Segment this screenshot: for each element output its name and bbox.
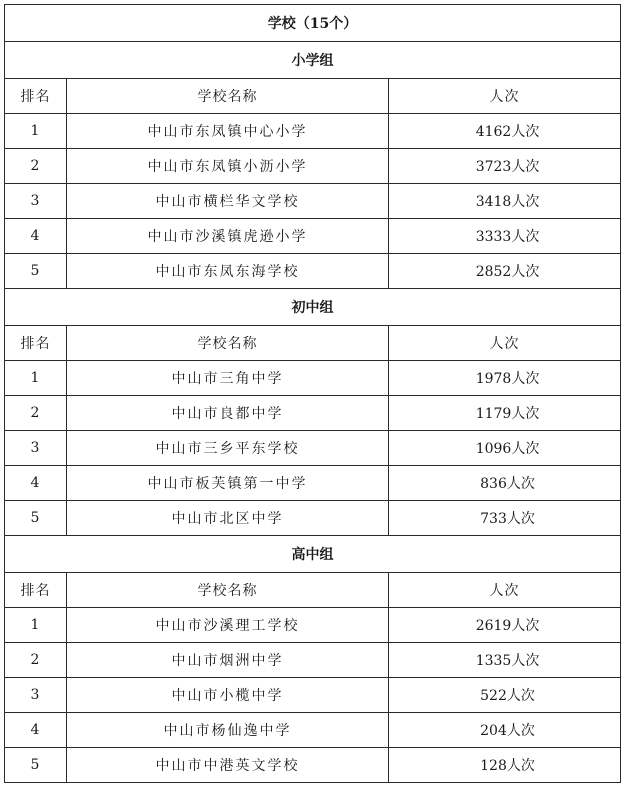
group-title-senior: 高中组 xyxy=(5,536,621,573)
header-row-junior xyxy=(5,326,621,361)
school-name-cell: 中山市沙溪理工学校 xyxy=(67,608,389,643)
table-row xyxy=(5,678,621,713)
column-header-name: 学校名称 xyxy=(67,573,389,608)
header-row-primary xyxy=(5,79,621,114)
count-cell: 836人次 xyxy=(389,466,621,501)
table-row xyxy=(5,254,621,289)
school-name-cell: 中山市东凤镇小沥小学 xyxy=(67,149,389,184)
table-row xyxy=(5,219,621,254)
table-row xyxy=(5,114,621,149)
school-name-cell: 中山市沙溪镇虎逊小学 xyxy=(67,219,389,254)
table-row xyxy=(5,713,621,748)
school-name-cell: 中山市北区中学 xyxy=(67,501,389,536)
group-title-primary: 小学组 xyxy=(5,42,621,79)
column-header-count: 人次 xyxy=(389,573,621,608)
school-ranking-table xyxy=(4,4,621,783)
rank-cell: 5 xyxy=(5,748,67,783)
school-name-cell: 中山市横栏华文学校 xyxy=(67,184,389,219)
header-row-senior xyxy=(5,573,621,608)
rank-cell: 1 xyxy=(5,361,67,396)
column-header-count: 人次 xyxy=(389,326,621,361)
table-row xyxy=(5,608,621,643)
table-row xyxy=(5,748,621,783)
count-cell: 1179人次 xyxy=(389,396,621,431)
rank-cell: 2 xyxy=(5,643,67,678)
table-row xyxy=(5,184,621,219)
table-row xyxy=(5,361,621,396)
table-row xyxy=(5,431,621,466)
table-row xyxy=(5,466,621,501)
rank-cell: 4 xyxy=(5,466,67,501)
column-header-rank: 排名 xyxy=(5,573,67,608)
table-title: 学校（15个） xyxy=(5,5,621,42)
table-row xyxy=(5,501,621,536)
school-name-cell: 中山市烟洲中学 xyxy=(67,643,389,678)
school-name-cell: 中山市杨仙逸中学 xyxy=(67,713,389,748)
table-row xyxy=(5,149,621,184)
count-cell: 3723人次 xyxy=(389,149,621,184)
rank-cell: 5 xyxy=(5,254,67,289)
count-cell: 1335人次 xyxy=(389,643,621,678)
count-cell: 522人次 xyxy=(389,678,621,713)
table-title-row xyxy=(5,5,621,42)
group-title-junior: 初中组 xyxy=(5,289,621,326)
count-cell: 204人次 xyxy=(389,713,621,748)
column-header-rank: 排名 xyxy=(5,326,67,361)
count-cell: 2852人次 xyxy=(389,254,621,289)
rank-cell: 2 xyxy=(5,396,67,431)
rank-cell: 1 xyxy=(5,608,67,643)
rank-cell: 3 xyxy=(5,678,67,713)
column-header-count: 人次 xyxy=(389,79,621,114)
count-cell: 733人次 xyxy=(389,501,621,536)
count-cell: 1096人次 xyxy=(389,431,621,466)
rank-cell: 4 xyxy=(5,713,67,748)
school-name-cell: 中山市三乡平东学校 xyxy=(67,431,389,466)
column-header-rank: 排名 xyxy=(5,79,67,114)
count-cell: 128人次 xyxy=(389,748,621,783)
school-name-cell: 中山市小榄中学 xyxy=(67,678,389,713)
rank-cell: 1 xyxy=(5,114,67,149)
school-name-cell: 中山市东凤镇中心小学 xyxy=(67,114,389,149)
count-cell: 1978人次 xyxy=(389,361,621,396)
rank-cell: 5 xyxy=(5,501,67,536)
column-header-name: 学校名称 xyxy=(67,326,389,361)
table-row xyxy=(5,396,621,431)
rank-cell: 2 xyxy=(5,149,67,184)
group-row-senior xyxy=(5,536,621,573)
rank-cell: 3 xyxy=(5,184,67,219)
rank-cell: 3 xyxy=(5,431,67,466)
school-name-cell: 中山市板芙镇第一中学 xyxy=(67,466,389,501)
group-row-primary xyxy=(5,42,621,79)
column-header-name: 学校名称 xyxy=(67,79,389,114)
school-name-cell: 中山市良都中学 xyxy=(67,396,389,431)
group-row-junior xyxy=(5,289,621,326)
count-cell: 4162人次 xyxy=(389,114,621,149)
school-name-cell: 中山市三角中学 xyxy=(67,361,389,396)
count-cell: 3418人次 xyxy=(389,184,621,219)
school-name-cell: 中山市中港英文学校 xyxy=(67,748,389,783)
table-row xyxy=(5,643,621,678)
school-name-cell: 中山市东凤东海学校 xyxy=(67,254,389,289)
count-cell: 3333人次 xyxy=(389,219,621,254)
rank-cell: 4 xyxy=(5,219,67,254)
count-cell: 2619人次 xyxy=(389,608,621,643)
